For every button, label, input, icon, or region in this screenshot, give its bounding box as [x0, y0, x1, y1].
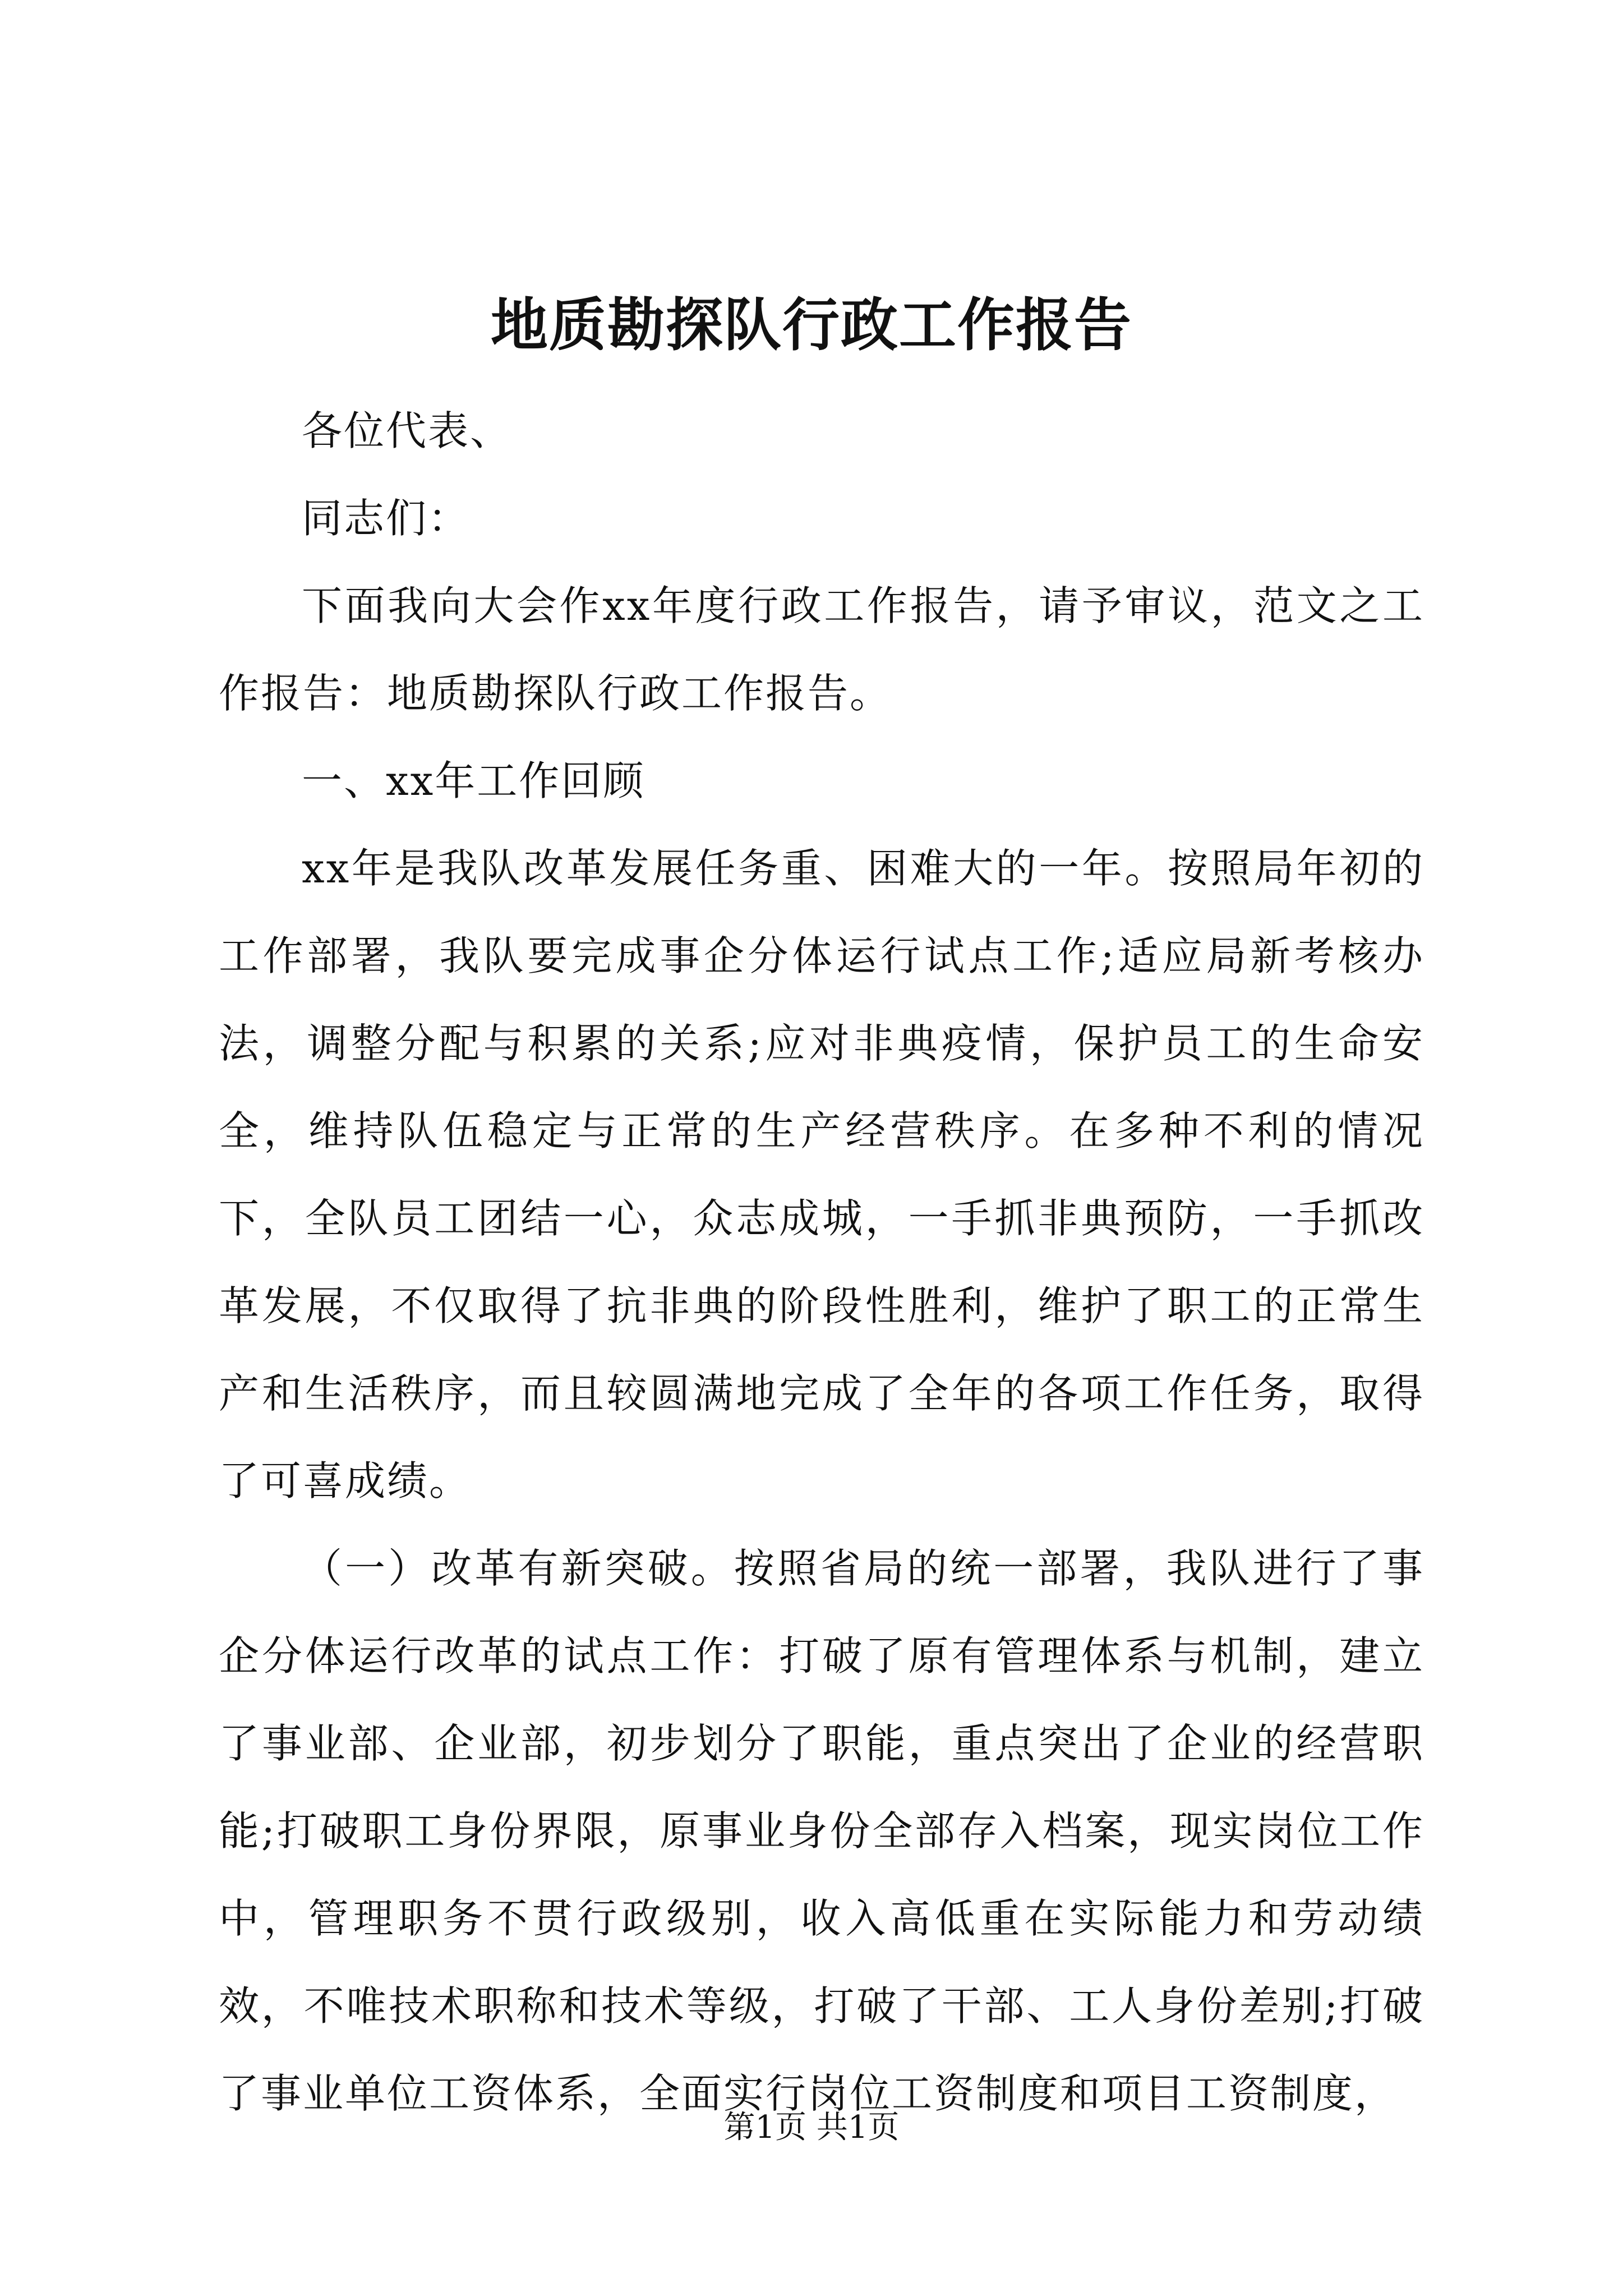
- paragraph-intro: 下面我向大会作xx年度行政工作报告，请予审议，范文之工作报告：地质勘探队行政工作报告。: [219, 582, 1424, 717]
- document-title: 地质勘探队行政工作报告: [491, 292, 1132, 359]
- paragraph-reform: （一）改革有新突破。按照省局的统一部署，我队进行了事企分体运行改革的试点工作：打破了原有管理体系与机制，建立了事业部、企业部，初步划分了职能，重点突出了企业的经营职能;打破职工身份界限，原事业身份全部存入档案，现实岗位工作中，管理职务不贯行政级别，收入高低重在实际能力和劳动绩效，不唯技术职称和技术等级，打破了干部、工人身份差别;打破了事业单位工资体系，全面实行岗位工资制度和项目工资制度，: [219, 1545, 1424, 2117]
- paragraph-review: xx年是我队改革发展任务重、困难大的一年。按照局年初的工作部署，我队要完成事企分体运行试点工作;适应局新考核办法，调整分配与积累的关系;应对非典疫情，保护员工的生命安全，维持队伍稳定与正常的生产经营秩序。在多种不利的情况下，全队员工团结一心，众志成城，一手抓非典预防，一手抓改革发展，不仅取得了抗非典的阶段性胜利，维护了职工的正常生产和生活秩序，而且较圆满地完成了全年的各项工作任务，取得了可喜成绩。: [219, 845, 1424, 1504]
- paragraph-salutation-2: 同志们：: [302, 495, 471, 542]
- document-body: [219, 387, 1424, 2137]
- paragraph-salutation-1: 各位代表、: [302, 407, 513, 454]
- section-heading: 一、xx年工作回顾: [302, 757, 645, 804]
- page-footer: 第1页 共1页: [723, 2109, 900, 2146]
